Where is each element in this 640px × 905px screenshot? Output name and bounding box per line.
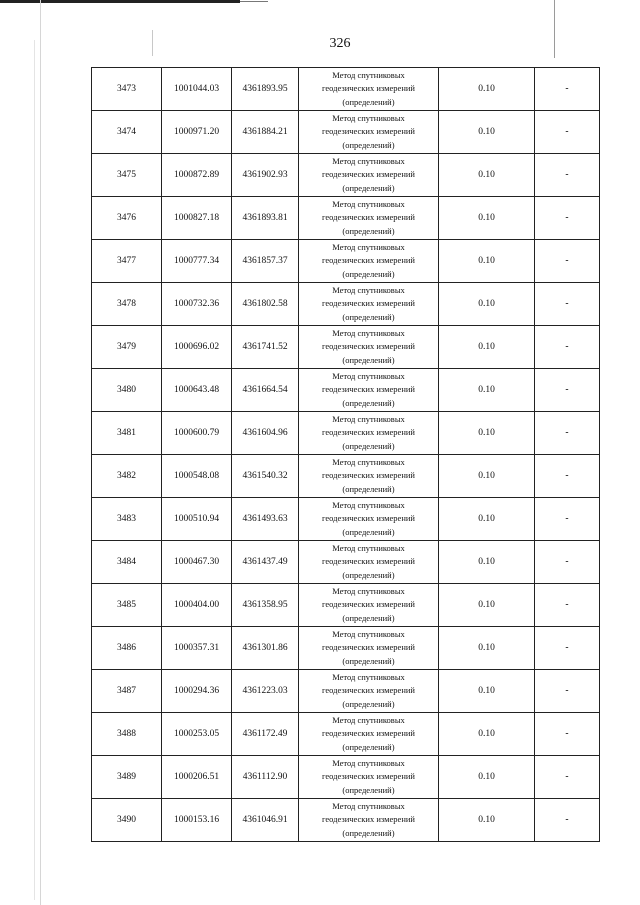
table-row xyxy=(92,197,600,240)
method-line: Метод спутниковых xyxy=(332,585,405,596)
point-number-cell: 3483 xyxy=(92,498,162,541)
point-number-cell: 3488 xyxy=(92,713,162,756)
method-line: (определений) xyxy=(342,827,395,838)
accuracy-cell: 0.10 xyxy=(439,111,535,154)
method-line: Метод спутниковых xyxy=(332,714,405,725)
coordinates-table xyxy=(91,67,600,842)
method-line: (определений) xyxy=(342,225,395,236)
method-line: (определений) xyxy=(342,96,395,107)
method-line: геодезических измерений xyxy=(322,513,415,524)
method-line: геодезических измерений xyxy=(322,384,415,395)
point-number-cell: 3484 xyxy=(92,541,162,584)
y-coordinate-cell: 4361112.90 xyxy=(232,756,299,799)
page-number: 326 xyxy=(329,36,351,51)
method-line: (определений) xyxy=(342,655,395,666)
method-line: (определений) xyxy=(342,569,395,580)
description-cell: - xyxy=(535,584,600,627)
method-line: Метод спутниковых xyxy=(332,69,405,80)
table-row xyxy=(92,154,600,197)
coordinates-table-body xyxy=(92,68,600,842)
y-coordinate-cell: 4361301.86 xyxy=(232,627,299,670)
method-cell xyxy=(299,197,439,240)
y-coordinate-cell: 4361902.93 xyxy=(232,154,299,197)
method-line: (определений) xyxy=(342,784,395,795)
point-number-cell: 3479 xyxy=(92,326,162,369)
x-coordinate-cell: 1000600.79 xyxy=(162,412,232,455)
y-coordinate-cell: 4361664.54 xyxy=(232,369,299,412)
method-cell xyxy=(299,541,439,584)
table-row xyxy=(92,455,600,498)
point-number-cell: 3478 xyxy=(92,283,162,326)
x-coordinate-cell: 1000732.36 xyxy=(162,283,232,326)
method-line: геодезических измерений xyxy=(322,728,415,739)
description-cell: - xyxy=(535,412,600,455)
y-coordinate-cell: 4361741.52 xyxy=(232,326,299,369)
accuracy-cell: 0.10 xyxy=(439,799,535,842)
method-line: Метод спутниковых xyxy=(332,112,405,123)
description-cell: - xyxy=(535,670,600,713)
method-line: Метод спутниковых xyxy=(332,800,405,811)
y-coordinate-cell: 4361540.32 xyxy=(232,455,299,498)
method-line: (определений) xyxy=(342,354,395,365)
scan-artifact-left-line-2 xyxy=(34,40,35,900)
accuracy-cell: 0.10 xyxy=(439,498,535,541)
method-cell xyxy=(299,369,439,412)
description-cell: - xyxy=(535,498,600,541)
table-row xyxy=(92,326,600,369)
table-row xyxy=(92,670,600,713)
method-line: (определений) xyxy=(342,397,395,408)
method-line: геодезических измерений xyxy=(322,341,415,352)
x-coordinate-cell: 1000696.02 xyxy=(162,326,232,369)
y-coordinate-cell: 4361604.96 xyxy=(232,412,299,455)
description-cell: - xyxy=(535,627,600,670)
method-line: Метод спутниковых xyxy=(332,456,405,467)
y-coordinate-cell: 4361358.95 xyxy=(232,584,299,627)
method-line: (определений) xyxy=(342,526,395,537)
method-cell xyxy=(299,68,439,111)
method-cell xyxy=(299,756,439,799)
description-cell: - xyxy=(535,111,600,154)
accuracy-cell: 0.10 xyxy=(439,68,535,111)
method-line: (определений) xyxy=(342,741,395,752)
x-coordinate-cell: 1000294.36 xyxy=(162,670,232,713)
table-row xyxy=(92,240,600,283)
x-coordinate-cell: 1000206.51 xyxy=(162,756,232,799)
point-number-cell: 3482 xyxy=(92,455,162,498)
accuracy-cell: 0.10 xyxy=(439,455,535,498)
table-row xyxy=(92,412,600,455)
method-line: геодезических измерений xyxy=(322,298,415,309)
y-coordinate-cell: 4361893.81 xyxy=(232,197,299,240)
point-number-cell: 3489 xyxy=(92,756,162,799)
x-coordinate-cell: 1000643.48 xyxy=(162,369,232,412)
method-cell xyxy=(299,713,439,756)
x-coordinate-cell: 1000253.05 xyxy=(162,713,232,756)
description-cell: - xyxy=(535,799,600,842)
point-number-cell: 3490 xyxy=(92,799,162,842)
method-line: Метод спутниковых xyxy=(332,155,405,166)
table-row xyxy=(92,627,600,670)
accuracy-cell: 0.10 xyxy=(439,541,535,584)
method-line: геодезических измерений xyxy=(322,470,415,481)
method-line: геодезических измерений xyxy=(322,83,415,94)
method-line: (определений) xyxy=(342,440,395,451)
method-line: Метод спутниковых xyxy=(332,327,405,338)
top-border-rule xyxy=(0,0,240,3)
description-cell: - xyxy=(535,455,600,498)
method-cell xyxy=(299,498,439,541)
method-line: геодезических измерений xyxy=(322,427,415,438)
description-cell: - xyxy=(535,197,600,240)
x-coordinate-cell: 1000777.34 xyxy=(162,240,232,283)
point-number-cell: 3477 xyxy=(92,240,162,283)
method-line: Метод спутниковых xyxy=(332,757,405,768)
method-line: Метод спутниковых xyxy=(332,198,405,209)
method-line: геодезических измерений xyxy=(322,126,415,137)
method-line: Метод спутниковых xyxy=(332,671,405,682)
method-line: Метод спутниковых xyxy=(332,241,405,252)
accuracy-cell: 0.10 xyxy=(439,713,535,756)
description-cell: - xyxy=(535,240,600,283)
description-cell: - xyxy=(535,154,600,197)
x-coordinate-cell: 1000510.94 xyxy=(162,498,232,541)
accuracy-cell: 0.10 xyxy=(439,627,535,670)
table-row xyxy=(92,756,600,799)
accuracy-cell: 0.10 xyxy=(439,412,535,455)
method-line: (определений) xyxy=(342,612,395,623)
method-line: Метод спутниковых xyxy=(332,284,405,295)
table-row xyxy=(92,111,600,154)
description-cell: - xyxy=(535,541,600,584)
method-line: (определений) xyxy=(342,139,395,150)
table-row xyxy=(92,283,600,326)
x-coordinate-cell: 1000404.00 xyxy=(162,584,232,627)
description-cell: - xyxy=(535,713,600,756)
x-coordinate-cell: 1000548.08 xyxy=(162,455,232,498)
method-line: геодезических измерений xyxy=(322,599,415,610)
method-line: геодезических измерений xyxy=(322,255,415,266)
method-line: (определений) xyxy=(342,311,395,322)
accuracy-cell: 0.10 xyxy=(439,283,535,326)
y-coordinate-cell: 4361493.63 xyxy=(232,498,299,541)
point-number-cell: 3473 xyxy=(92,68,162,111)
y-coordinate-cell: 4361046.91 xyxy=(232,799,299,842)
description-cell: - xyxy=(535,68,600,111)
point-number-cell: 3481 xyxy=(92,412,162,455)
y-coordinate-cell: 4361884.21 xyxy=(232,111,299,154)
method-line: геодезических измерений xyxy=(322,169,415,180)
method-line: Метод спутниковых xyxy=(332,628,405,639)
table-row xyxy=(92,799,600,842)
method-line: Метод спутниковых xyxy=(332,542,405,553)
accuracy-cell: 0.10 xyxy=(439,197,535,240)
x-coordinate-cell: 1000872.89 xyxy=(162,154,232,197)
x-coordinate-cell: 1000153.16 xyxy=(162,799,232,842)
point-number-cell: 3474 xyxy=(92,111,162,154)
method-cell xyxy=(299,154,439,197)
table-row xyxy=(92,369,600,412)
method-line: Метод спутниковых xyxy=(332,413,405,424)
x-coordinate-cell: 1000357.31 xyxy=(162,627,232,670)
point-number-cell: 3486 xyxy=(92,627,162,670)
accuracy-cell: 0.10 xyxy=(439,369,535,412)
accuracy-cell: 0.10 xyxy=(439,756,535,799)
y-coordinate-cell: 4361857.37 xyxy=(232,240,299,283)
method-cell xyxy=(299,283,439,326)
x-coordinate-cell: 1001044.03 xyxy=(162,68,232,111)
method-line: геодезических измерений xyxy=(322,685,415,696)
description-cell: - xyxy=(535,326,600,369)
method-cell xyxy=(299,799,439,842)
point-number-cell: 3475 xyxy=(92,154,162,197)
y-coordinate-cell: 4361172.49 xyxy=(232,713,299,756)
table-row xyxy=(92,713,600,756)
method-cell xyxy=(299,455,439,498)
table-row xyxy=(92,541,600,584)
x-coordinate-cell: 1000467.30 xyxy=(162,541,232,584)
accuracy-cell: 0.10 xyxy=(439,584,535,627)
x-coordinate-cell: 1000827.18 xyxy=(162,197,232,240)
method-line: Метод спутниковых xyxy=(332,370,405,381)
method-line: (определений) xyxy=(342,182,395,193)
method-line: геодезических измерений xyxy=(322,771,415,782)
method-line: (определений) xyxy=(342,483,395,494)
method-cell xyxy=(299,670,439,713)
accuracy-cell: 0.10 xyxy=(439,670,535,713)
y-coordinate-cell: 4361437.49 xyxy=(232,541,299,584)
method-line: (определений) xyxy=(342,268,395,279)
table-row xyxy=(92,584,600,627)
description-cell: - xyxy=(535,283,600,326)
description-cell: - xyxy=(535,756,600,799)
method-line: геодезических измерений xyxy=(322,814,415,825)
method-line: Метод спутниковых xyxy=(332,499,405,510)
method-cell xyxy=(299,627,439,670)
method-line: геодезических измерений xyxy=(322,642,415,653)
table-row xyxy=(92,68,600,111)
accuracy-cell: 0.10 xyxy=(439,240,535,283)
method-line: (определений) xyxy=(342,698,395,709)
description-cell: - xyxy=(535,369,600,412)
y-coordinate-cell: 4361893.95 xyxy=(232,68,299,111)
accuracy-cell: 0.10 xyxy=(439,326,535,369)
method-line: геодезических измерений xyxy=(322,212,415,223)
x-coordinate-cell: 1000971.20 xyxy=(162,111,232,154)
point-number-cell: 3480 xyxy=(92,369,162,412)
method-cell xyxy=(299,111,439,154)
method-cell xyxy=(299,412,439,455)
method-cell xyxy=(299,584,439,627)
method-cell xyxy=(299,240,439,283)
scan-artifact-left-line xyxy=(40,0,41,905)
accuracy-cell: 0.10 xyxy=(439,154,535,197)
y-coordinate-cell: 4361223.03 xyxy=(232,670,299,713)
top-border-rule-thin xyxy=(240,1,268,2)
point-number-cell: 3485 xyxy=(92,584,162,627)
y-coordinate-cell: 4361802.58 xyxy=(232,283,299,326)
table-row xyxy=(92,498,600,541)
method-cell xyxy=(299,326,439,369)
point-number-cell: 3476 xyxy=(92,197,162,240)
method-line: геодезических измерений xyxy=(322,556,415,567)
point-number-cell: 3487 xyxy=(92,670,162,713)
